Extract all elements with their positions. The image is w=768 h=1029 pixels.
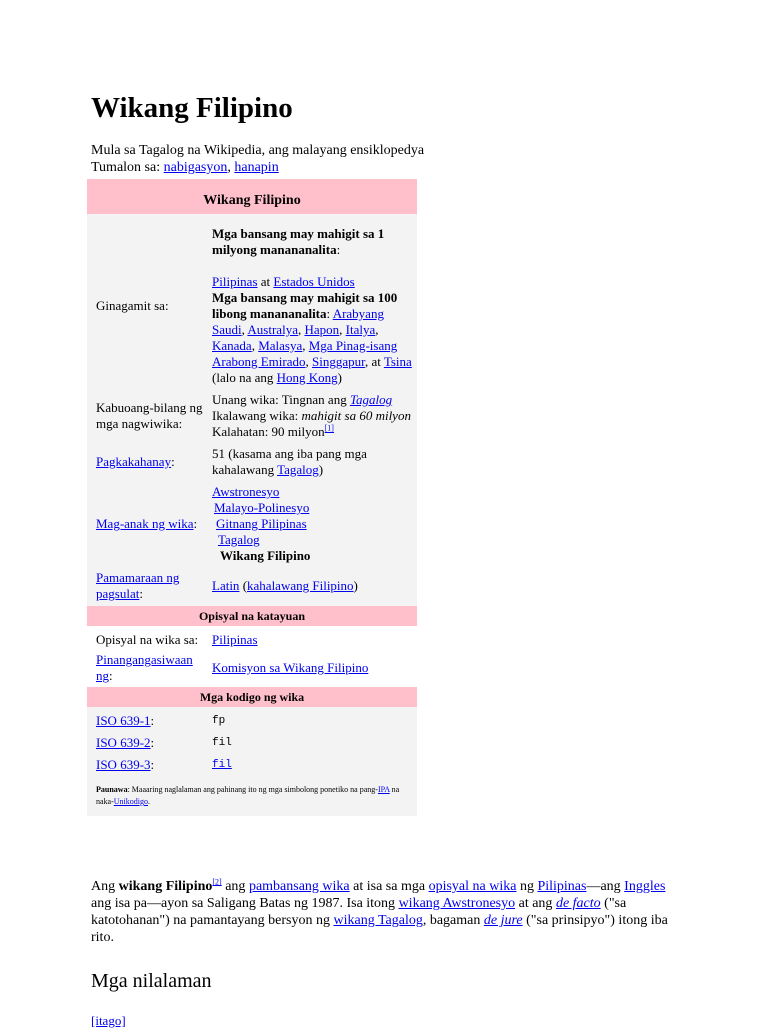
country-link[interactable]: Estados Unidos: [273, 274, 355, 289]
jump-links: Tumalon sa: nabigasyon, hanapin: [91, 160, 279, 175]
country-link[interactable]: Kanada: [212, 338, 252, 353]
infobox-row-regulator: [87, 650, 417, 684]
codes-section: [87, 707, 417, 776]
family-tree: [212, 484, 417, 564]
infobox-row-used-in: [87, 214, 417, 386]
code-value-link[interactable]: fil: [212, 759, 232, 771]
used-in-label: Ginagamit sa:: [96, 298, 169, 313]
country-link[interactable]: Hong Kong: [276, 370, 338, 385]
tagalog-link[interactable]: Tagalog: [349, 392, 393, 407]
tagalog-link[interactable]: Tagalog: [277, 462, 319, 477]
intro-paragraph: Ang wikang Filipino[2] ang pambansang wika at isa sa mga opisyal na wika ng Pilipinas—ang Inggles ang isa pa—ayon sa Saligang Batas ng 1987. Isa itong wikang Awstronesyo at ang de facto ("sa katotohanan") na pamantayang bersyon ng wikang Tagalog, bagaman de jure ("sa prinsipyo") itong iba rito.: [91, 877, 668, 945]
country-link[interactable]: Tsina: [383, 354, 412, 369]
infobox-row-speakers: [87, 386, 417, 440]
article-link[interactable]: Inggles: [624, 879, 666, 894]
writing-value: Latin (kahalawang Filipino): [212, 578, 358, 593]
article-link[interactable]: wikang Awstronesyo: [398, 896, 516, 911]
article-link[interactable]: de facto: [555, 896, 601, 911]
code-row: ISO 639-3: fil: [96, 757, 232, 772]
family-node-link[interactable]: Gitnang Pilipinas: [216, 516, 307, 531]
regulator-link[interactable]: Pinangangasiwaan ng: [96, 652, 193, 683]
regulator-value: [212, 660, 417, 676]
official-section: [87, 626, 417, 687]
code-value: fil: [212, 737, 232, 749]
source-line: Mula sa Tagalog na Wikipedia, ang malayang ensiklopedya: [91, 143, 425, 158]
writing-label: Pamamaraan ng pagsulat:: [96, 570, 180, 601]
komisyon-link[interactable]: Komisyon sa Wikang Filipino: [212, 660, 369, 675]
ranking-link[interactable]: Pagkakahanay: [96, 454, 172, 469]
language-codes-header: Mga kodigo ng wika: [87, 687, 417, 707]
infobox-title: Wikang Filipino: [87, 179, 417, 214]
country-link[interactable]: Italya: [345, 322, 376, 337]
article-link[interactable]: opisyal na wika: [428, 879, 517, 894]
family-label: Mag-anak ng wika:: [96, 516, 198, 531]
country-link[interactable]: Mga Pinag-isang Arabong Emirado: [212, 338, 398, 369]
official-status-header: Opisyal na katayuan: [87, 606, 417, 626]
country-link[interactable]: Australya: [247, 322, 298, 337]
country-link[interactable]: Malasya: [258, 338, 303, 353]
reference-link[interactable]: [1]: [324, 423, 334, 433]
infobox-row-ranking: [87, 440, 417, 478]
ranking-label: Pagkakahanay:: [96, 454, 175, 469]
speakers-label: Kabuoang-bilang ng mga nagwiwika:: [96, 400, 203, 431]
infobox: [87, 179, 417, 816]
article-link[interactable]: pambansang wika: [248, 879, 350, 894]
official-label: Opisyal na wika sa:: [96, 632, 199, 647]
latin-link[interactable]: Latin: [212, 578, 240, 593]
toc-hide-link[interactable]: [itago]: [91, 1013, 126, 1028]
country-link[interactable]: Arabyang Saudi: [212, 306, 384, 337]
infobox-row-writing: [87, 564, 417, 606]
code-row: ISO 639-1: fp: [87, 710, 417, 732]
regulator-label: Pinangangasiwaan ng:: [96, 652, 193, 683]
country-link[interactable]: Hapon: [304, 322, 340, 337]
iso-639-3-link[interactable]: ISO 639-3: [96, 757, 151, 772]
page-subtitle: [91, 142, 424, 176]
kahalawang-link[interactable]: kahalawang Filipino: [247, 578, 354, 593]
code-row: ISO 639-2: fil: [87, 732, 417, 754]
family-node-link[interactable]: Awstronesyo: [212, 484, 280, 499]
article-link[interactable]: wikang Tagalog: [333, 913, 423, 928]
country-link[interactable]: Pilipinas: [212, 274, 258, 289]
country-link[interactable]: Singgapur: [312, 354, 365, 369]
article-link[interactable]: Pilipinas: [537, 879, 587, 894]
iso-639-2-link[interactable]: ISO 639-2: [96, 735, 151, 750]
speakers-value: Unang wika: Tingnan ang Tagalog Ikalawang wika: mahigit sa 60 milyon Kalahatan: 90 milyon[1]: [212, 392, 411, 439]
toc-heading: Mga nilalaman: [91, 970, 212, 992]
ipa-link[interactable]: IPA: [377, 785, 390, 794]
family-node-link[interactable]: Malayo-Polinesyo: [214, 500, 310, 515]
unicode-link[interactable]: Unikodigo: [113, 797, 148, 806]
family-node-link[interactable]: Tagalog: [218, 532, 260, 547]
official-value: [212, 632, 417, 648]
jump-navigation-link[interactable]: nabigasyon: [163, 160, 228, 175]
writing-link[interactable]: Pamamaraan ng pagsulat: [96, 570, 180, 601]
ipa-notice: Paunawa: Maaaring naglalaman ang pahinang ito ng mga simbolong ponetiko na pang-IPA na naka-Unikodigo.: [96, 785, 400, 806]
ranking-value: 51 (kasama ang iba pang mga kahalawang Tagalog): [212, 446, 367, 477]
infobox-row-family: [87, 478, 417, 564]
pilipinas-link[interactable]: Pilipinas: [212, 632, 258, 647]
iso-639-1-link[interactable]: ISO 639-1: [96, 713, 151, 728]
infobox-row-official: [87, 630, 417, 650]
page-title: Wikang Filipino: [91, 92, 293, 124]
reference-link[interactable]: [2]: [212, 877, 222, 887]
jump-search-link[interactable]: hanapin: [234, 160, 279, 175]
used-in-value: Mga bansang may mahigit sa 1 milyong manananalita: Pilipinas at Estados Unidos Mga bansang may mahigit sa 100 libong manananalita: Arabyang Saudi, Australya, Hapon, Italya, Kanada, Malasya, Mga Pinag-isang Arabong Emirado, Singgapur, at Tsina (lalo na ang Hong Kong): [212, 226, 412, 385]
code-value: fp: [212, 715, 226, 727]
family-link[interactable]: Mag-anak ng wika: [96, 516, 194, 531]
article-link[interactable]: de jure: [483, 913, 523, 928]
family-leaf: Wikang Filipino: [220, 548, 311, 563]
